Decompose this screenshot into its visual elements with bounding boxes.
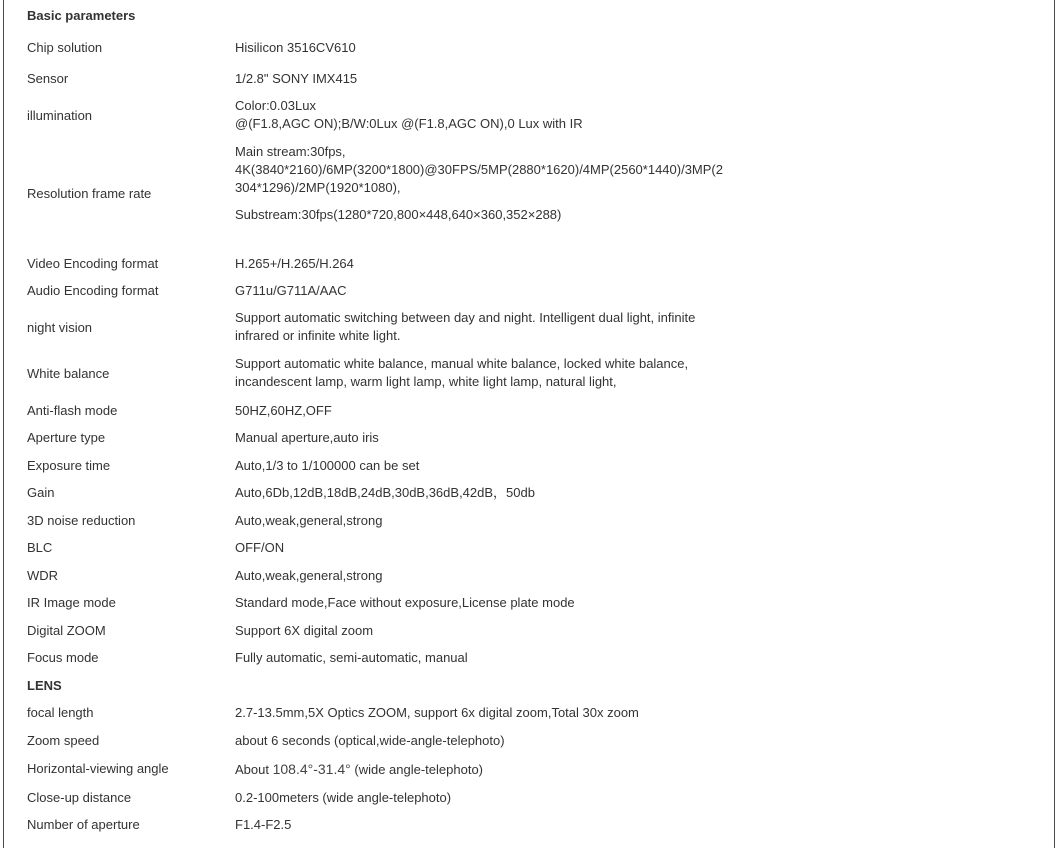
spec-value: 2.7-13.5mm,5X Optics ZOOM, support 6x digital zoom,Total 30x zoom [235,705,639,720]
spec-label: illumination [27,108,93,123]
spec-label: Audio Encoding format [27,283,159,298]
spec-value-line: incandescent lamp, warm light lamp, white light lamp, natural light, [235,374,617,389]
spec-value: G711u/G711A/AAC [235,283,347,298]
spec-value: Manual aperture,auto iris [235,430,379,445]
spec-value: Support 6X digital zoom [235,623,374,638]
spec-value: Hisilicon 3516CV610 [235,40,356,55]
section-title: LENS [27,678,62,693]
spec-value-line: Substream:30fps(1280*720,800×448,640×360,352×288) [235,207,562,222]
spec-label: Aperture type [27,430,106,445]
spec-label: Zoom speed [27,733,100,748]
spec-value-line: infrared or infinite white light. [235,328,401,343]
spec-label: night vision [27,320,93,335]
spec-value [235,143,730,224]
spec-value: OFF/ON [235,540,285,555]
spec-label: Horizontal-viewing angle [27,761,169,776]
spec-value [235,309,730,345]
spec-value [235,97,730,133]
spec-label: Anti-flash mode [27,403,118,418]
spec-label: WDR [27,568,59,583]
spec-value [235,760,730,779]
spec-value-highlight: 108.4°-31.4° [272,761,351,777]
spec-value: about 6 seconds (optical,wide-angle-telephoto) [235,733,505,748]
spec-value: 1/2.8" SONY IMX415 [235,71,358,86]
spec-label: IR Image mode [27,595,116,610]
spec-label: Number of aperture [27,817,140,832]
spec-value-text: (wide angle-telephoto) [350,762,483,777]
spec-value: Auto,1/3 to 1/100000 can be set [235,458,420,473]
spec-label: Sensor [27,71,69,86]
spec-label: White balance [27,366,110,381]
spec-label: Digital ZOOM [27,623,106,638]
spec-value-text: About [235,762,273,777]
spec-value-line: Color:0.03Lux [235,98,316,113]
spec-value: F1.4-F2.5 [235,817,292,832]
spec-value: H.265+/H.265/H.264 [235,256,354,271]
spec-value-line: Support automatic white balance, manual white balance, locked white balance, [235,356,689,371]
spec-value: Fully automatic, semi-automatic, manual [235,650,468,665]
spec-value: Auto,weak,general,strong [235,513,383,528]
spec-value-line: 304*1296)/2MP(1920*1080), [235,180,401,195]
spec-value-line: Support automatic switching between day and night. Intelligent dual light, infinite [235,310,696,325]
spec-value [235,355,730,391]
spec-label: 3D noise reduction [27,513,136,528]
spec-value: Auto,weak,general,strong [235,568,383,583]
spec-label: Focus mode [27,650,99,665]
spec-label: Chip solution [27,40,103,55]
section-title: Basic parameters [27,8,136,23]
spec-value-line: Main stream:30fps, [235,144,346,159]
spec-label: BLC [27,540,53,555]
spec-value: 0.2-100meters (wide angle-telephoto) [235,790,452,805]
spec-value: 50HZ,60HZ,OFF [235,403,332,418]
spec-label: Resolution frame rate [27,186,152,201]
spec-label: Gain [27,485,55,500]
spec-label: Video Encoding format [27,256,159,271]
spec-label: focal length [27,705,94,720]
spec-value: Standard mode,Face without exposure,License plate mode [235,595,575,610]
spec-value-line: 4K(3840*2160)/6MP(3200*1800)@30FPS/5MP(2880*1620)/4MP(2560*1440)/3MP(2 [235,162,723,177]
spec-label: Exposure time [27,458,111,473]
spec-value: Auto,6Db,12dB,18dB,24dB,30dB,36dB,42dB，50db [235,485,535,500]
spec-value-line: @(F1.8,AGC ON);B/W:0Lux @(F1.8,AGC ON),0 Lux with IR [235,116,583,131]
spec-label: Close-up distance [27,790,132,805]
